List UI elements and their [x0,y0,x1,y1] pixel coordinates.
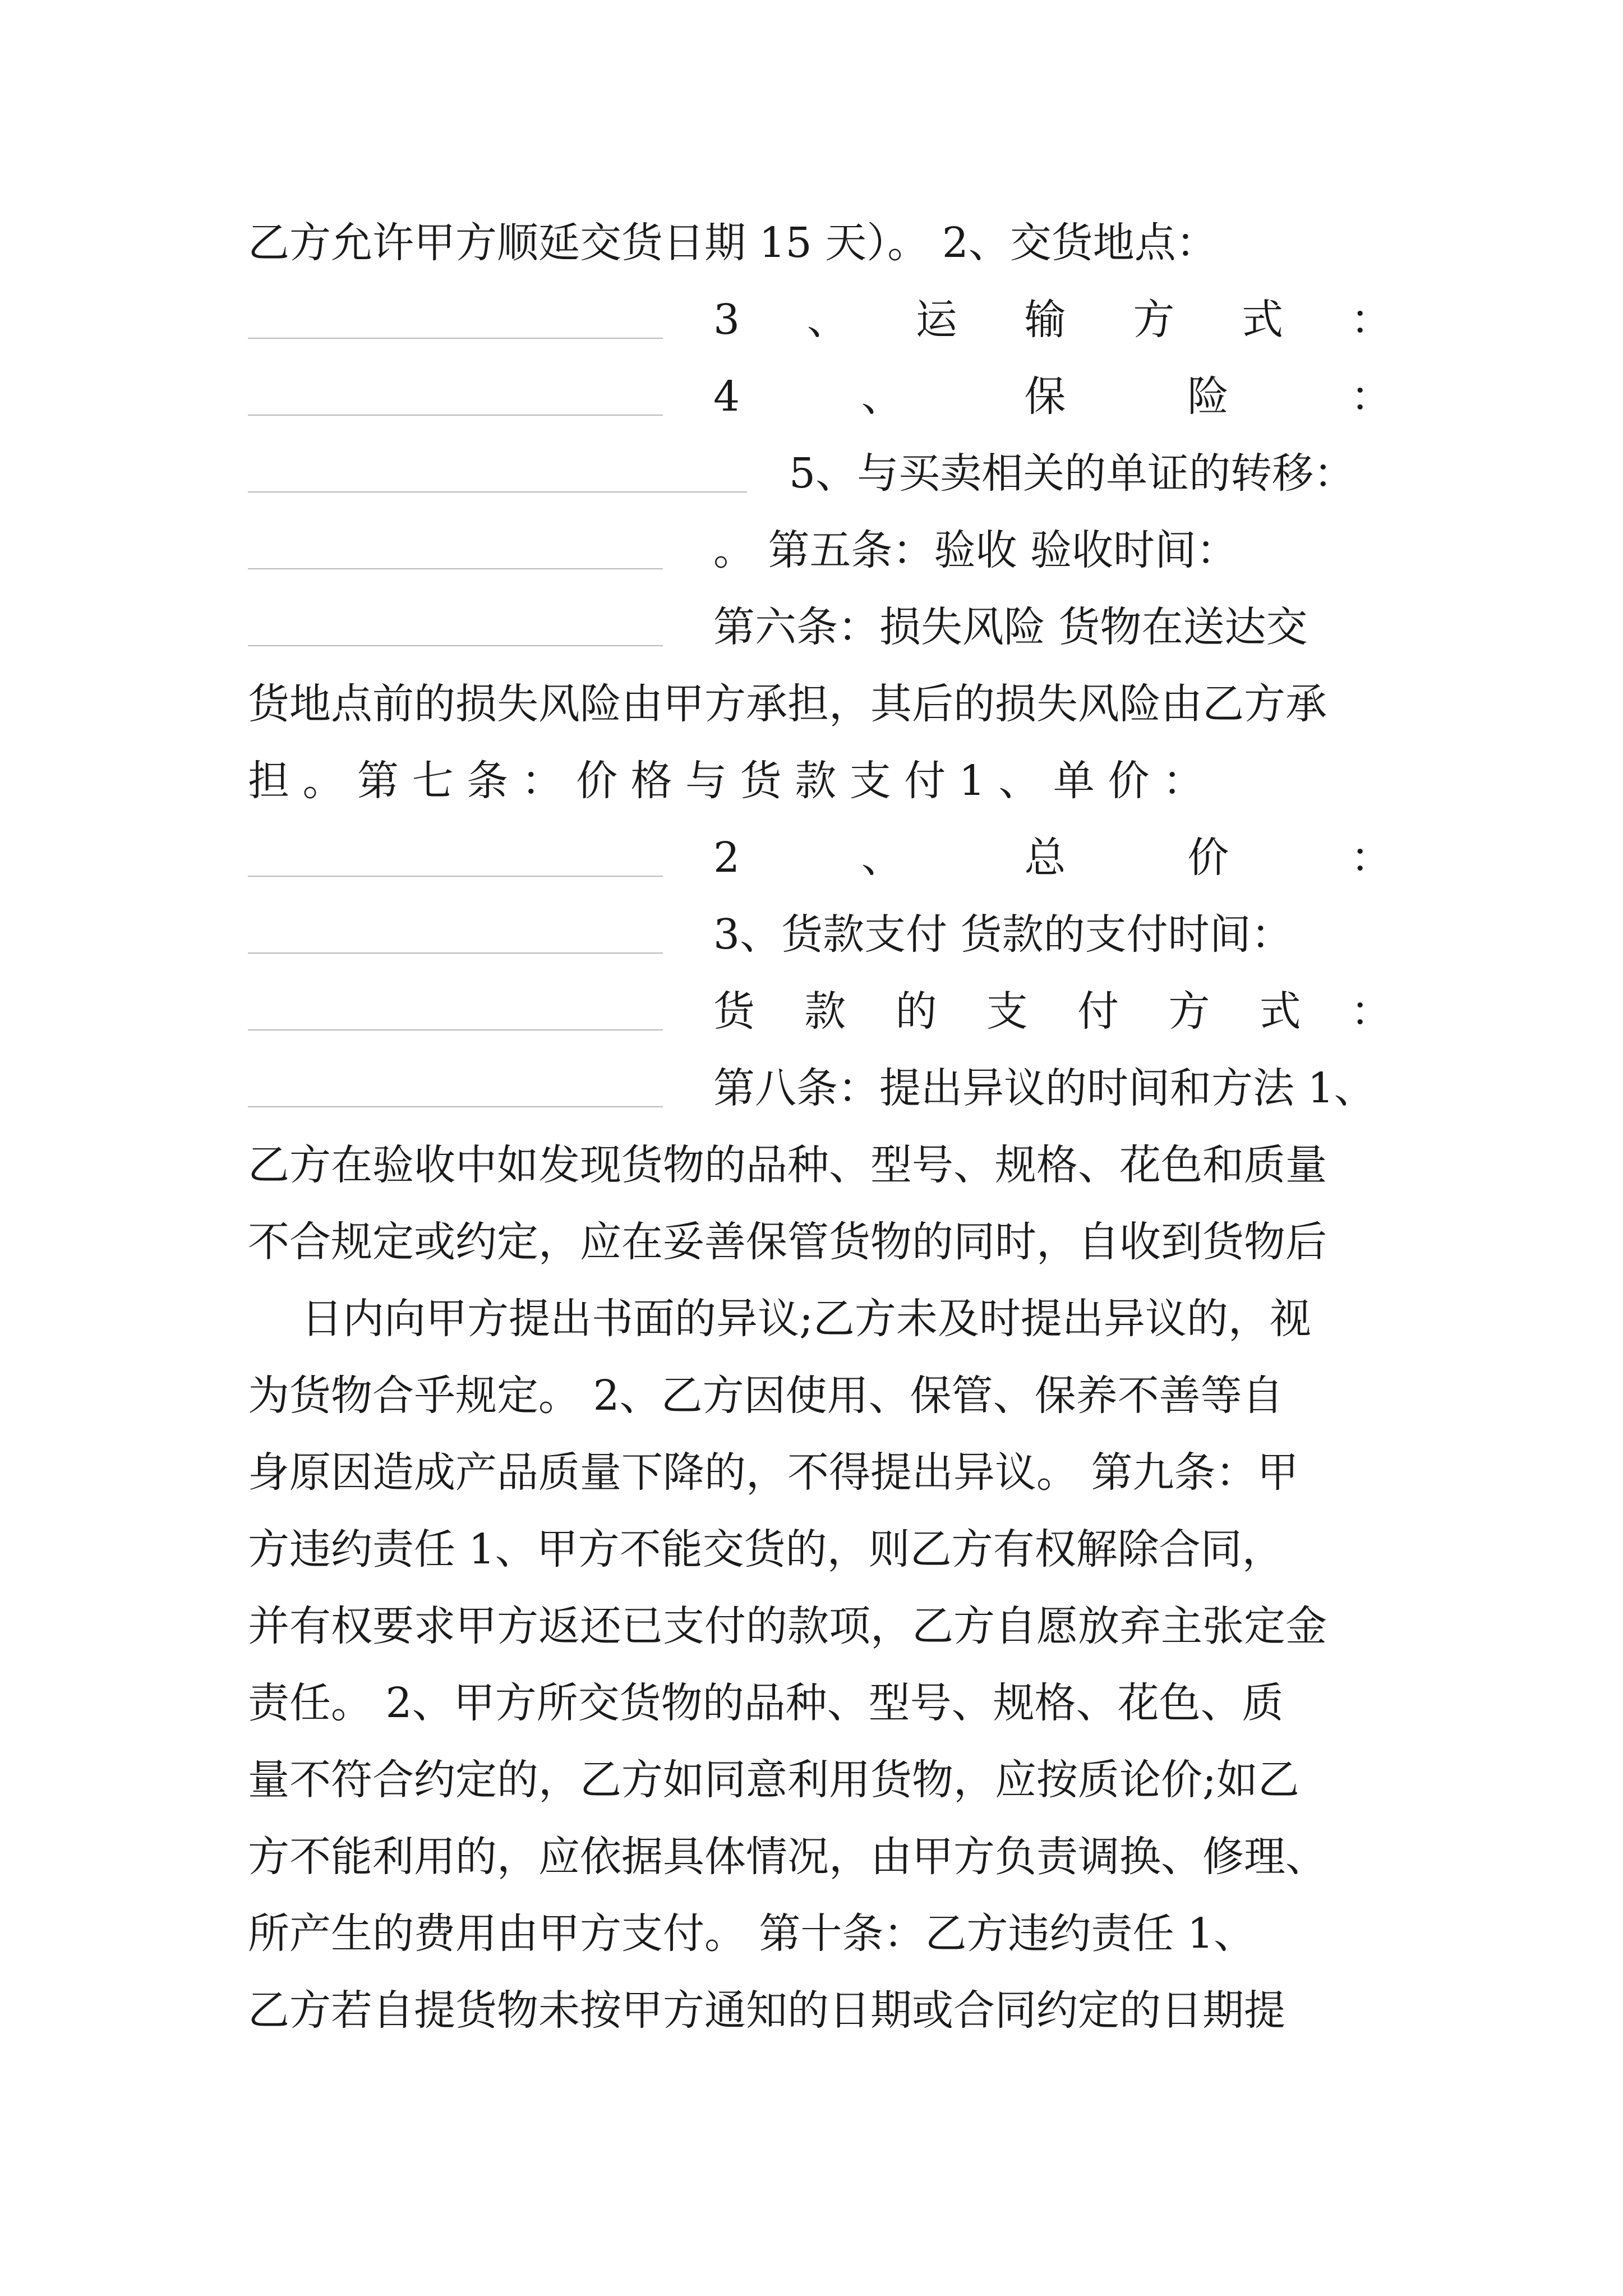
line-text: 方违约责任 1、甲方不能交货的，则乙方有权解除合同， [248,1525,1284,1573]
text-line-18 [248,1519,1392,1580]
line-text: 乙方若自提货物未按甲方通知的日期或合同约定的日期提 [248,1986,1285,2035]
text-line-20 [248,1672,1392,1734]
line-glyph: 运 [915,296,957,344]
line-text: 乙方在验收中如发现货物的品种、型号、规格、花色和质量 [248,1141,1327,1189]
line-text: 第八条：提出异议的时间和方法 1、 [713,1064,1376,1112]
line-glyph: ： [1350,987,1392,1036]
fill-in-blank [248,491,747,493]
fill-in-blank [248,645,663,646]
text-line-21 [248,1749,1392,1811]
fill-in-blank [248,876,663,877]
line-glyph: 总 [1024,834,1066,882]
line-text: 身原因造成产品质量下降的，不得提出异议。 第九条：甲 [248,1448,1299,1497]
line-text: 货地点前的损失风险由甲方承担，其后的损失风险由乙方承 [248,680,1327,728]
text-line-17 [248,1442,1392,1503]
line-text: 。 第五条：验收 验收时间： [713,526,1238,574]
line-text: 乙方允许甲方顺延交货日期 15 天）。 2、交货地点： [248,219,1218,267]
text-line-3 [248,366,1392,427]
text-line-8 [248,750,1392,812]
line-text [713,834,1392,882]
line-glyph: 式 [1242,296,1284,344]
line-glyph: 款 [804,987,846,1036]
line-text [713,296,1392,344]
line-glyph: 保 [1024,372,1066,421]
line-glyph: 价 [1187,834,1229,882]
line-text: 量不符合约定的，乙方如同意利用货物，应按质论价;如乙 [248,1756,1299,1804]
line-text: 担 。 第 七 条 ： 价 格 与 货 款 支 付 1 、 单 价 ： [248,757,1204,805]
text-line-13 [248,1134,1392,1196]
text-line-7 [248,673,1392,735]
line-glyph: 、 [861,834,903,882]
text-line-4 [248,443,1392,504]
line-text: 5、与买卖相关的单证的转移： [789,449,1355,498]
line-glyph: 的 [895,987,937,1036]
text-line-6 [248,596,1392,658]
line-glyph: 方 [1133,296,1175,344]
fill-in-blank [248,415,663,416]
line-glyph: 险 [1187,372,1229,421]
line-glyph: ： [1350,834,1392,882]
line-text: 第六条：损失风险 货物在送达交 [713,603,1308,651]
line-glyph: 货 [713,987,755,1036]
line-glyph: 2 [713,834,740,882]
fill-in-blank [248,1106,663,1107]
fill-in-blank [248,953,663,954]
line-glyph: ： [1350,372,1392,421]
text-line-2 [248,289,1392,351]
text-line-22 [248,1826,1392,1888]
text-line-23 [248,1903,1392,1964]
text-line-12 [248,1057,1392,1119]
line-glyph: 支 [986,987,1028,1036]
text-line-9 [248,827,1392,889]
line-glyph: 方 [1168,987,1210,1036]
line-glyph: 、 [806,296,849,344]
line-text: 3、货款支付 货款的支付时间： [713,910,1293,959]
line-glyph: 3 [713,296,740,344]
line-glyph: 付 [1077,987,1119,1036]
line-text: 所产生的费用由甲方支付。 第十条：乙方违约责任 1、 [248,1910,1256,1958]
line-glyph: ： [1350,296,1392,344]
text-line-1 [248,212,1392,274]
line-glyph: 4 [713,372,740,421]
line-text: 不合规定或约定，应在妥善保管货物的同时，自收到货物后 [248,1218,1327,1266]
line-text: 日内向甲方提出书面的异议;乙方未及时提出异议的，视 [301,1295,1311,1343]
fill-in-blank [248,1029,663,1030]
line-text [713,987,1392,1036]
text-line-15 [248,1288,1392,1350]
line-text: 并有权要求甲方返还已支付的款项，乙方自愿放弃主张定金 [248,1602,1327,1650]
text-line-19 [248,1595,1392,1657]
text-line-24 [248,1980,1392,2041]
line-text: 为货物合乎规定。 2、乙方因使用、保管、保养不善等自 [248,1372,1284,1420]
line-text: 方不能利用的，应依据具体情况，由甲方负责调换、修理、 [248,1833,1327,1881]
fill-in-blank [248,568,663,569]
line-glyph: 输 [1024,296,1066,344]
text-line-16 [248,1365,1392,1427]
line-text [713,372,1392,421]
text-line-5 [248,519,1392,581]
line-glyph: 、 [861,372,903,421]
text-line-11 [248,981,1392,1042]
line-text: 责任。 2、甲方所交货物的品种、型号、规格、花色、质 [248,1679,1284,1727]
text-line-14 [248,1211,1392,1273]
line-glyph: 式 [1259,987,1301,1036]
fill-in-blank [248,338,663,339]
text-line-10 [248,904,1392,965]
